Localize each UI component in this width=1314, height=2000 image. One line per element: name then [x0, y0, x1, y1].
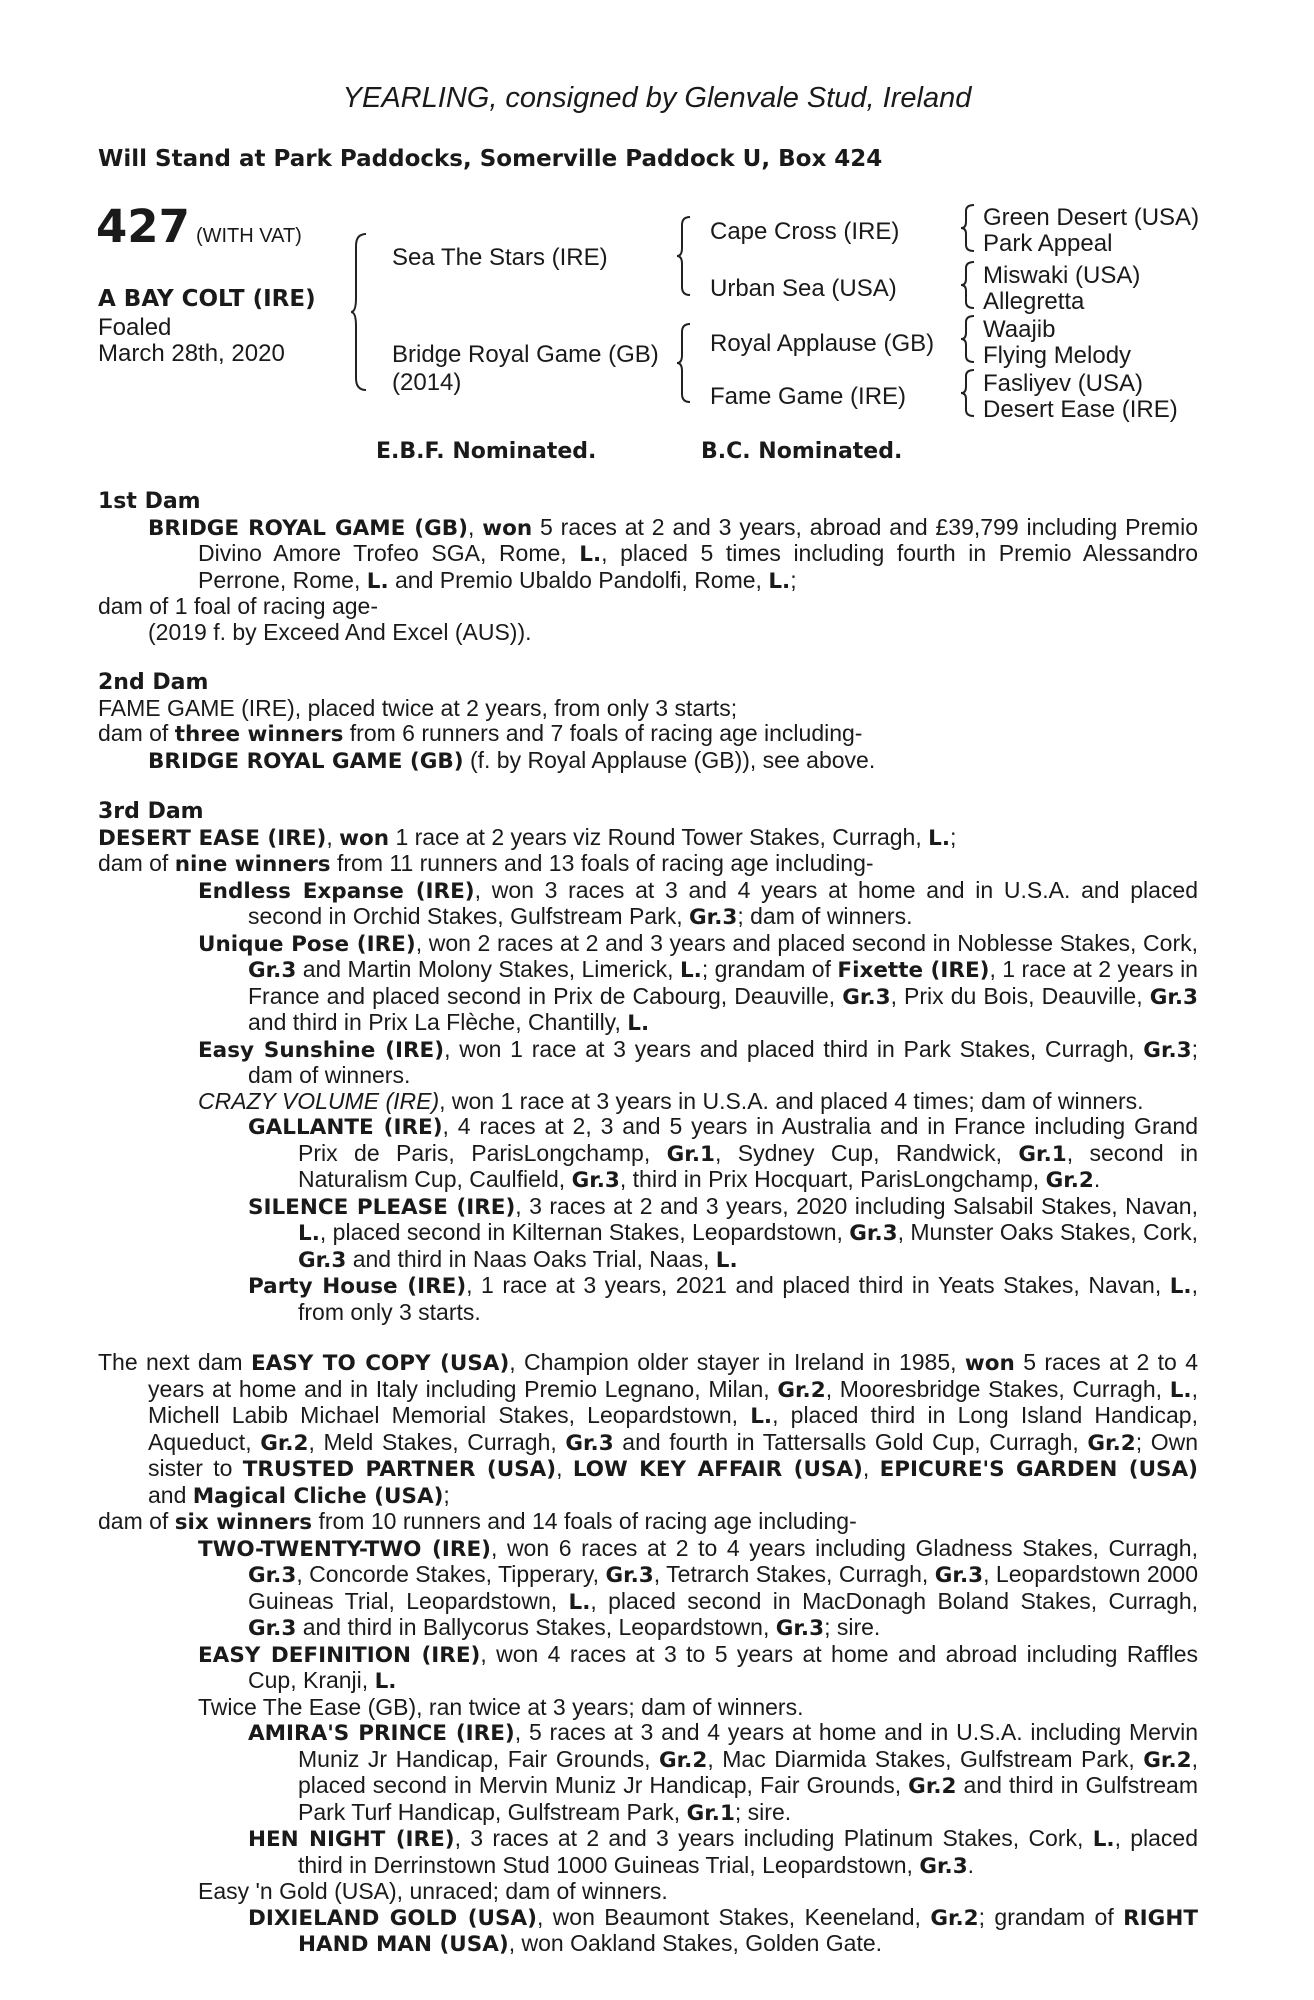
bold-text: Gr.3 [934, 1563, 984, 1588]
bold-text: EPICURE'S GARDEN (USA) [879, 1457, 1199, 1482]
bold-text: TWO-TWENTY-TWO (IRE) [198, 1536, 491, 1562]
bold-text: Gr.3 [842, 984, 891, 1010]
bold-text: GALLANTE (IRE) [248, 1115, 443, 1140]
bold-text: nine winners [174, 852, 331, 877]
produce-entry: Party House (IRE), 1 race at 3 years, 2021 and placed third in Yeats Stakes, Navan, L., from only 3 starts. [248, 1272, 1198, 1325]
bold-text: BRIDGE ROYAL GAME (GB) [148, 515, 468, 541]
bold-text: Gr.1 [666, 1141, 715, 1167]
first-dam-foals: dam of 1 foal of racing age- [98, 593, 378, 619]
bold-text: Fixette (IRE) [837, 958, 990, 983]
bold-text: won [339, 825, 390, 851]
bold-text: Gr.3 [298, 1247, 347, 1273]
pedigree-g2: Park Appeal [983, 230, 1113, 257]
bold-text: Gr.3 [248, 1563, 297, 1588]
bold-text: Gr.2 [659, 1747, 708, 1773]
next-dam-text: The next dam EASY TO COPY (USA), Champion older stayer in Ireland in 1985, won 5 races at 2 to 4 years at home and in Italy including Premio Legnano, Milan, Gr.2, Mooresbridge Stakes, Curragh, L., Michell Labib Michael Memorial Stakes, Leopardstown, L., placed third in Long Island Handicap, Aqueduct, Gr.2, Meld Stakes, Curragh, Gr.3 and fourth in Tattersalls Gold Cup, Curragh, Gr.2; Own sister to TRUSTED PARTNER (USA), LOW KEY AFFAIR (USA), EPICURE'S GARDEN (USA) and Magical Cliche (USA); [98, 1349, 1199, 1509]
bold-text: Gr.3 [571, 1168, 620, 1193]
bold-text: BRIDGE ROYAL GAME (GB) [148, 748, 464, 774]
bold-text: Gr.2 [1045, 1168, 1094, 1193]
bold-text: Gr.2 [1143, 1747, 1192, 1773]
second-dam-text: FAME GAME (IRE), placed twice at 2 years, from only 3 starts; [98, 694, 738, 721]
produce-entry: EASY DEFINITION (IRE), won 4 races at 3 to 5 years at home and abroad including Raffles Cup, Kranji, L. [198, 1640, 1198, 1694]
bold-text: Gr.3 [248, 958, 297, 983]
bold-text: L. [715, 1247, 738, 1273]
italic-text: CRAZY VOLUME (IRE) [198, 1087, 440, 1114]
bold-text: Easy Sunshine (IRE) [198, 1037, 445, 1063]
bold-text: Magical Cliche (USA) [192, 1483, 444, 1509]
section-title: 2nd Dam [98, 670, 209, 695]
bold-text: six winners [174, 1510, 313, 1535]
bold-text: L. [768, 568, 791, 594]
bold-text: LOW KEY AFFAIR (USA) [572, 1457, 863, 1482]
produce-entry: Easy 'n Gold (USA), unraced; dam of winners. [198, 1878, 668, 1904]
brace-icon [960, 314, 976, 364]
pedigree-dam-dam: Fame Game (IRE) [710, 383, 907, 410]
catalogue-body [98, 489, 1198, 1958]
produce-entry: CRAZY VOLUME (IRE), won 1 race at 3 years in U.S.A. and placed 4 times; dam of winners. [198, 1087, 1144, 1114]
bc-nominated: B.C. Nominated. [701, 439, 903, 464]
vat-note: (WITH VAT) [195, 225, 302, 247]
pedigree-g8: Desert Ease (IRE) [983, 396, 1178, 423]
stand-location: Will Stand at Park Paddocks, Somerville Paddock U, Box 424 [98, 146, 883, 172]
first-dam-text: BRIDGE ROYAL GAME (GB), won 5 races at 2 and 3 years, abroad and £39,799 including Premio Divino Amore Trofeo SGA, Rome, L., placed 5 times including fourth in Premio Alessandro Perrone, Rome, L. and Premio Ubaldo Pandolfi, Rome, L.; [148, 513, 1198, 594]
bold-text: Gr.2 [908, 1774, 957, 1799]
pedigree-sire: Sea The Stars (IRE) [392, 244, 608, 271]
bold-text: L. [627, 1011, 650, 1036]
produce-entry: Endless Expanse (IRE), won 3 races at 3 and 4 years at home and in U.S.A. and placed second in Orchid Stakes, Gulfstream Park, Gr.3; dam of winners. [198, 876, 1198, 930]
bold-text: Gr.3 [1149, 984, 1198, 1010]
bold-text: HEN NIGHT (IRE) [248, 1827, 455, 1852]
bold-text: Gr.3 [565, 1430, 614, 1456]
pedigree-g4: Allegretta [983, 288, 1085, 315]
pedigree-dam-sire: Royal Applause (GB) [710, 330, 935, 357]
bold-text: L. [298, 1221, 320, 1246]
pedigree-g3: Miswaki (USA) [983, 262, 1141, 289]
foaled-date: March 28th, 2020 [98, 340, 285, 367]
bold-text: Gr.3 [605, 1563, 654, 1588]
next-dam-foals: dam of six winners from 10 runners and 14 foals of racing age including- [98, 1508, 857, 1535]
pedigree-dam: Bridge Royal Game (GB) [392, 341, 659, 368]
second-dam-foals: dam of three winners from 6 runners and 7 foals of racing age including- [98, 720, 863, 747]
brace-icon [676, 215, 692, 297]
section-title: 1st Dam [98, 489, 201, 514]
lot-number: 427 [96, 200, 190, 253]
bold-text: AMIRA'S PRINCE (IRE) [248, 1721, 515, 1746]
bold-text: L. [568, 1589, 591, 1615]
bold-text: Gr.3 [689, 905, 738, 930]
foaled-label: Foaled [98, 314, 172, 341]
brace-icon [960, 368, 976, 418]
produce-entry: AMIRA'S PRINCE (IRE), 5 races at 3 and 4 years at home and in U.S.A. including Mervin Muniz Jr Handicap, Fair Grounds, Gr.2, Mac Diarmida Stakes, Gulfstream Park, Gr.2, placed second in Mervin Muniz Jr Handicap, Fair Grounds, Gr.2 and third in Gulfstream Park Turf Handicap, Gulfstream Park, Gr.1; sire. [248, 1719, 1198, 1826]
produce-entry: Easy Sunshine (IRE), won 1 race at 3 years and placed third in Park Stakes, Curragh, Gr.3; dam of winners. [198, 1035, 1198, 1088]
bold-text: Gr.3 [248, 1616, 297, 1641]
brace-icon [676, 322, 692, 404]
ebf-nominated: E.B.F. Nominated. [376, 439, 597, 464]
lot-header [96, 200, 302, 253]
third-dam-foals: dam of nine winners from 11 runners and 13 foals of racing age including- [98, 850, 874, 877]
bold-text: Gr.3 [1143, 1037, 1192, 1063]
bold-text: L. [928, 825, 950, 851]
brace-icon [350, 232, 368, 392]
bold-text: three winners [174, 722, 344, 747]
bold-text: SILENCE PLEASE (IRE) [248, 1194, 516, 1220]
bold-text: L. [750, 1404, 773, 1429]
produce-entry: TWO-TWENTY-TWO (IRE), won 6 races at 2 to 4 years including Gladness Stakes, Curragh, Gr.3, Concorde Stakes, Tipperary, Gr.3, Tetrarch Stakes, Curragh, Gr.3, Leopardstown 2000 Guineas Trial, Leopardstown, L., placed second in MacDonagh Boland Stakes, Curragh, Gr.3 and third in Ballycorus Stakes, Leopardstown, Gr.3; sire. [198, 1534, 1198, 1641]
bold-text: won [964, 1351, 1015, 1376]
produce-entry: Unique Pose (IRE), won 2 races at 2 and 3 years and placed second in Noblesse Stakes, Cork, Gr.3 and Martin Molony Stakes, Limerick, L.; grandam of Fixette (IRE), 1 race at 2 years in France and placed second in Prix de Cabourg, Deauville, Gr.3, Prix du Bois, Deauville, Gr.3 and third in Prix La Flèche, Chantilly, L. [198, 929, 1199, 1036]
pedigree-sire-dam: Urban Sea (USA) [710, 275, 897, 302]
bold-text: L. [366, 568, 389, 594]
bold-text: L. [1092, 1827, 1115, 1852]
bold-text: L. [1169, 1274, 1192, 1299]
bold-text: L. [579, 542, 602, 567]
produce-entry: HEN NIGHT (IRE), 3 races at 2 and 3 years including Platinum Stakes, Cork, L., placed third in Derrinstown Stud 1000 Guineas Trial, Leopardstown, Gr.3. [248, 1825, 1199, 1879]
bold-text: DIXIELAND GOLD (USA) [248, 1905, 537, 1931]
foal-entry: (2019 f. by Exceed And Excel (AUS)). [148, 618, 532, 645]
bold-text: Gr.3 [919, 1853, 968, 1879]
pedigree-g6: Flying Melody [983, 342, 1132, 369]
consignor-heading: YEARLING, consigned by Glenvale Stud, Ireland [342, 82, 972, 114]
produce-entry: BRIDGE ROYAL GAME (GB) (f. by Royal Applause (GB)), see above. [148, 746, 876, 774]
bold-text: L. [679, 958, 702, 983]
bold-text: Party House (IRE) [248, 1274, 467, 1299]
bold-text: RIGHT HAND MAN (USA) [298, 1905, 1198, 1957]
produce-entry: DIXIELAND GOLD (USA), won Beaumont Stakes, Keeneland, Gr.2; grandam of RIGHT HAND MAN (USA), won Oakland Stakes, Golden Gate. [248, 1903, 1198, 1957]
brace-icon [960, 260, 976, 310]
bold-text: Gr.2 [930, 1905, 979, 1931]
pedigree-dam-year: (2014) [392, 369, 462, 396]
bold-text: TRUSTED PARTNER (USA) [242, 1457, 557, 1482]
bold-text: L. [1169, 1377, 1192, 1403]
lot-description: A BAY COLT (IRE) [98, 286, 316, 312]
pedigree-g1: Green Desert (USA) [983, 204, 1200, 231]
bold-text: Gr.2 [260, 1430, 309, 1456]
bold-text: Gr.1 [686, 1800, 735, 1826]
bold-text: DESERT EASE (IRE) [98, 825, 327, 851]
bold-text: Gr.3 [849, 1221, 898, 1246]
pedigree-g7: Fasliyev (USA) [983, 370, 1144, 397]
bold-text: Gr.2 [1087, 1430, 1136, 1456]
produce-entry: GALLANTE (IRE), 4 races at 2, 3 and 5 years in Australia and in France including Grand Prix de Paris, ParisLongchamp, Gr.1, Sydney Cup, Randwick, Gr.1, second in Naturalism Cup, Caulfield, Gr.3, third in Prix Hocquart, ParisLongchamp, Gr.2. [248, 1113, 1198, 1193]
bold-text: EASY DEFINITION (IRE) [198, 1642, 481, 1668]
bold-text: won [482, 515, 533, 541]
produce-entry: SILENCE PLEASE (IRE), 3 races at 2 and 3 years, 2020 including Salsabil Stakes, Navan, L., placed second in Kilternan Stakes, Leopardstown, Gr.3, Munster Oaks Stakes, Cork, Gr.3 and third in Naas Oaks Trial, Naas, L. [248, 1192, 1199, 1273]
bold-text: Endless Expanse (IRE) [198, 878, 475, 904]
brace-icon [960, 203, 976, 253]
third-dam-text: DESERT EASE (IRE), won 1 race at 2 years viz Round Tower Stakes, Curragh, L.; [98, 823, 957, 851]
pedigree-sire-sire: Cape Cross (IRE) [710, 218, 900, 245]
section-title: 3rd Dam [98, 799, 204, 824]
bold-text: L. [374, 1669, 397, 1694]
bold-text: EASY TO COPY (USA) [250, 1351, 510, 1376]
bold-text: Gr.1 [1018, 1141, 1067, 1167]
produce-entry: Twice The Ease (GB), ran twice at 3 years; dam of winners. [198, 1693, 804, 1720]
bold-text: Unique Pose (IRE) [198, 931, 416, 957]
bold-text: Gr.3 [775, 1616, 825, 1641]
bold-text: Gr.2 [777, 1377, 826, 1403]
pedigree-g5: Waajib [983, 316, 1056, 343]
